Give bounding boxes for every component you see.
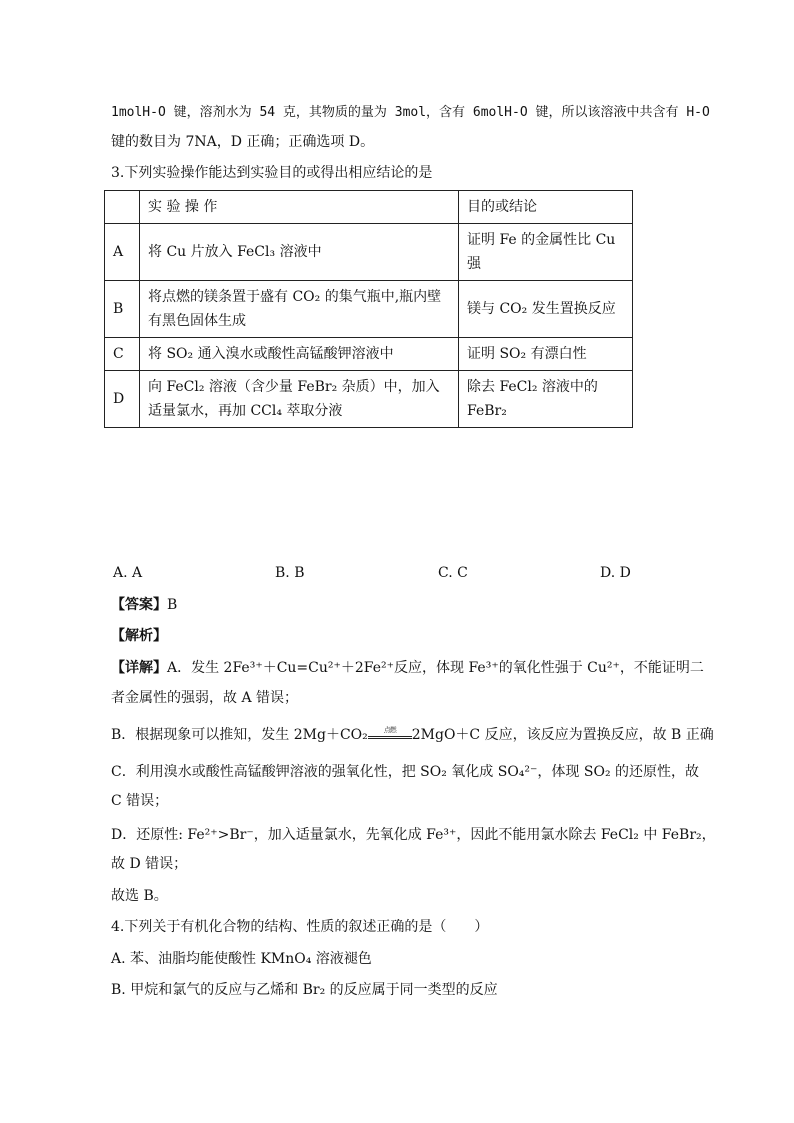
arrow-condition: 点燃 [383,726,396,734]
intro-line-2: 键的数目为 7NA，D 正确；正确选项 D。 [111,134,375,150]
question-4-title: 4.下列关于有机化合物的结构、性质的叙述正确的是（ ） [111,919,489,935]
table-row [105,338,633,371]
conclusion-line: 故选 B。 [111,888,168,904]
detail-c-line: C．利用溴水或酸性高锰酸钾溶液的强氧化性，把 SO₂ 氧化成 SO₄²⁻，体现 SO₂ 的还原性，故 [111,764,700,780]
answer-line [111,595,177,615]
question-4-option-a: A. 苯、油脂均能使酸性 KMnO₄ 溶液褪色 [111,951,372,967]
question-3-title: 3.下列实验操作能达到实验目的或得出相应结论的是 [111,165,433,181]
row-operation: 将 Cu 片放入 FeCl₃ 溶液中 [140,224,459,281]
row-operation: 将 SO₂ 通入溴水或酸性高锰酸钾溶液中 [140,338,459,371]
detail-c-line-2: C 错误； [111,793,169,809]
detail-label: 【详解】 [111,660,167,676]
table-header-cell: 实 验 操 作 [140,191,459,224]
analysis-line [111,626,167,646]
row-result: 镁与 CO₂ 发生置换反应 [459,281,633,338]
table-header-cell: 目的或结论 [459,191,633,224]
row-result: 证明 SO₂ 有漂白性 [459,338,633,371]
detail-b-post: 2MgO＋C 反应，该反应为置换反应，故 B 正确 [411,727,714,743]
table-row [105,371,633,428]
detail-d-line: D．还原性: Fe²⁺>Br⁻，加入适量氯水，先氧化成 Fe³⁺，因此不能用氯水除去 FeCl₂ 中 FeBr₂， [111,827,716,843]
option-d: D. D [600,565,631,581]
detail-b-line [111,725,714,745]
option-c: C. C [438,565,468,581]
table-header-cell [105,191,140,224]
detail-a-text: A．发生 2Fe³⁺＋Cu=Cu²⁺＋2Fe²⁺反应，体现 Fe³⁺的氧化性强于 Cu²⁺，不能证明二 [167,660,704,676]
reaction-arrow-icon [368,726,412,739]
detail-d-line-2: 故 D 错误； [111,856,188,872]
row-operation: 将点燃的镁条置于盛有 CO₂ 的集气瓶中,瓶内壁有黑色固体生成 [140,281,459,338]
row-letter: B [105,281,140,338]
row-operation: 向 FeCl₂ 溶液（含少量 FeBr₂ 杂质）中，加入适量氯水，再加 CCl₄ 萃取分液 [140,371,459,428]
answer-label: 【答案】 [111,597,167,613]
table-header-row [105,191,633,224]
analysis-label: 【解析】 [111,628,167,644]
row-letter: D [105,371,140,428]
row-letter: A [105,224,140,281]
question-4-option-b: B. 甲烷和氯气的反应与乙烯和 Br₂ 的反应属于同一类型的反应 [111,982,498,998]
row-letter: C [105,338,140,371]
experiment-table [104,190,633,428]
option-b: B. B [275,565,305,581]
row-result: 证明 Fe 的金属性比 Cu 强 [459,224,633,281]
detail-a-line-2: 者金属性的强弱，故 A 错误； [111,690,299,706]
answer-value: B [167,597,178,613]
table-row [105,281,633,338]
detail-a-line [111,658,704,678]
detail-b-pre: B．根据现象可以推知，发生 2Mg＋CO₂ [111,727,368,743]
intro-line-1: 1molH-O 键，溶剂水为 54 克，其物质的量为 3mol，含有 6molH-O 键，所以该溶液中共含有 H-O [111,105,710,120]
row-result: 除去 FeCl₂ 溶液中的 FeBr₂ [459,371,633,428]
option-a: A. A [113,565,143,581]
table-row [105,224,633,281]
